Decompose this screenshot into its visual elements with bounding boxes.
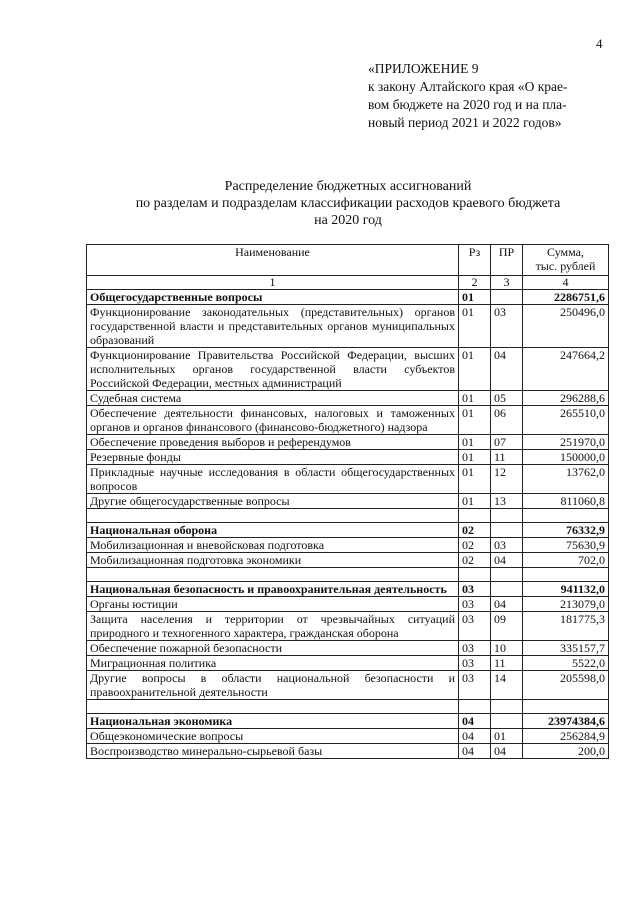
appendix-line: вом бюджете на 2020 год и на пла- [368,97,567,112]
row-pr: 09 [491,612,523,641]
title-line: Распределение бюджетных ассигнований [224,179,472,194]
table-row [87,656,609,671]
row-pr: 11 [491,450,523,465]
row-rz: 03 [459,597,491,612]
row-rz: 01 [459,465,491,494]
blank-cell [491,509,523,523]
blank-row [87,568,609,582]
row-sum: 296288,6 [523,391,609,406]
row-sum: 213079,0 [523,597,609,612]
row-rz: 03 [459,671,491,700]
appendix-line: к закону Алтайского края «О крае- [368,79,568,94]
row-name: Обеспечение проведения выборов и референдумов [87,435,459,450]
row-pr: 03 [491,538,523,553]
row-sum: 256284,9 [523,729,609,744]
row-name: Другие вопросы в области национальной безопасности и правоохранительной деятельности [87,671,459,700]
row-rz: 01 [459,348,491,391]
table-row [87,553,609,568]
row-pr: 04 [491,744,523,759]
header-sum-line: тыс. рублей [535,259,596,273]
table-row [87,391,609,406]
row-sum: 181775,3 [523,612,609,641]
row-name: Обеспечение деятельности финансовых, налоговых и таможенных органов и органов финансового (финансово-бюджетного) надзора [87,406,459,435]
row-pr: 13 [491,494,523,509]
row-rz: 03 [459,656,491,671]
row-name: Другие общегосударственные вопросы [87,494,459,509]
row-rz: 04 [459,744,491,759]
row-sum: 702,0 [523,553,609,568]
header-rz: Рз [459,245,491,276]
section-row [87,582,609,597]
table-row [87,641,609,656]
column-number: 4 [523,276,609,290]
row-name: Функционирование Правительства Российской Федерации, высших исполнительных органов государственной власти субъектов Российской Федерации, местных администраций [87,348,459,391]
row-pr [491,290,523,305]
row-rz: 04 [459,714,491,729]
column-number: 2 [459,276,491,290]
table-row [87,729,609,744]
row-name: Национальная оборона [87,523,459,538]
row-rz: 03 [459,641,491,656]
row-rz: 01 [459,494,491,509]
blank-cell [87,568,459,582]
row-pr: 01 [491,729,523,744]
row-sum: 76332,9 [523,523,609,538]
table-row [87,538,609,553]
table-row [87,435,609,450]
row-name: Обеспечение пожарной безопасности [87,641,459,656]
blank-row [87,700,609,714]
row-sum: 150000,0 [523,450,609,465]
section-row [87,290,609,305]
row-sum: 250496,0 [523,305,609,348]
header-pr: ПР [491,245,523,276]
row-pr: 05 [491,391,523,406]
column-number: 3 [491,276,523,290]
section-row [87,714,609,729]
row-name: Мобилизационная подготовка экономики [87,553,459,568]
row-pr: 06 [491,406,523,435]
row-sum: 335157,7 [523,641,609,656]
row-sum: 2286751,6 [523,290,609,305]
row-sum: 23974384,6 [523,714,609,729]
blank-cell [523,509,609,523]
row-pr: 14 [491,671,523,700]
blank-cell [459,568,491,582]
row-pr: 10 [491,641,523,656]
budget-table [86,244,609,759]
row-name: Прикладные научные исследования в области общегосударственных вопросов [87,465,459,494]
row-sum: 811060,8 [523,494,609,509]
row-rz: 01 [459,290,491,305]
title-line: по разделам и подразделам классификации расходов краевого бюджета [135,196,561,211]
row-sum: 251970,0 [523,435,609,450]
row-pr: 12 [491,465,523,494]
table-row [87,597,609,612]
row-sum: 13762,0 [523,465,609,494]
column-number: 1 [87,276,459,290]
row-rz: 02 [459,523,491,538]
appendix-note [368,60,608,132]
blank-cell [491,568,523,582]
row-sum: 5522,0 [523,656,609,671]
blank-row [87,509,609,523]
row-pr: 04 [491,553,523,568]
row-name: Функционирование законодательных (представительных) органов государственной власти и представительных органов муниципальных образований [87,305,459,348]
header-name: Наименование [87,245,459,276]
row-name: Общегосударственные вопросы [87,290,459,305]
table-row [87,612,609,641]
row-rz: 01 [459,305,491,348]
blank-cell [491,700,523,714]
row-pr: 07 [491,435,523,450]
title-line: на 2020 год [314,213,382,228]
row-name: Миграционная политика [87,656,459,671]
row-name: Судебная система [87,391,459,406]
appendix-line: «ПРИЛОЖЕНИЕ 9 [368,61,479,76]
table-row [87,305,609,348]
row-name: Мобилизационная и вневойсковая подготовка [87,538,459,553]
blank-cell [523,568,609,582]
page-number: 4 [596,36,603,51]
row-rz: 02 [459,538,491,553]
blank-cell [523,700,609,714]
blank-cell [87,700,459,714]
header-row [87,245,609,276]
row-sum: 75630,9 [523,538,609,553]
column-number-row [87,276,609,290]
table-row [87,671,609,700]
row-rz: 01 [459,406,491,435]
document-title [60,178,636,229]
table-row [87,450,609,465]
row-name: Резервные фонды [87,450,459,465]
row-sum: 205598,0 [523,671,609,700]
row-sum: 247664,2 [523,348,609,391]
table-body [87,290,609,759]
row-sum: 200,0 [523,744,609,759]
table-row [87,494,609,509]
appendix-line: новый период 2021 и 2022 годов» [368,115,562,130]
section-row [87,523,609,538]
row-rz: 02 [459,553,491,568]
row-pr [491,582,523,597]
header-sum-line: Сумма, [547,245,584,259]
header-sum [523,245,609,276]
row-name: Защита населения и территории от чрезвычайных ситуаций природного и техногенного характера, гражданская оборона [87,612,459,641]
row-pr: 04 [491,597,523,612]
row-pr: 11 [491,656,523,671]
row-rz: 03 [459,582,491,597]
row-rz: 01 [459,391,491,406]
row-pr [491,714,523,729]
blank-cell [459,509,491,523]
table-row [87,348,609,391]
row-rz: 01 [459,450,491,465]
row-name: Национальная экономика [87,714,459,729]
blank-cell [87,509,459,523]
row-name: Органы юстиции [87,597,459,612]
row-rz: 04 [459,729,491,744]
row-rz: 01 [459,435,491,450]
row-name: Общеэкономические вопросы [87,729,459,744]
row-pr: 03 [491,305,523,348]
table-row [87,465,609,494]
row-name: Воспроизводство минерально-сырьевой базы [87,744,459,759]
row-pr [491,523,523,538]
table-row [87,406,609,435]
row-pr: 04 [491,348,523,391]
row-rz: 03 [459,612,491,641]
blank-cell [459,700,491,714]
row-sum: 265510,0 [523,406,609,435]
row-sum: 941132,0 [523,582,609,597]
row-name: Национальная безопасность и правоохранительная деятельность [87,582,459,597]
table-row [87,744,609,759]
